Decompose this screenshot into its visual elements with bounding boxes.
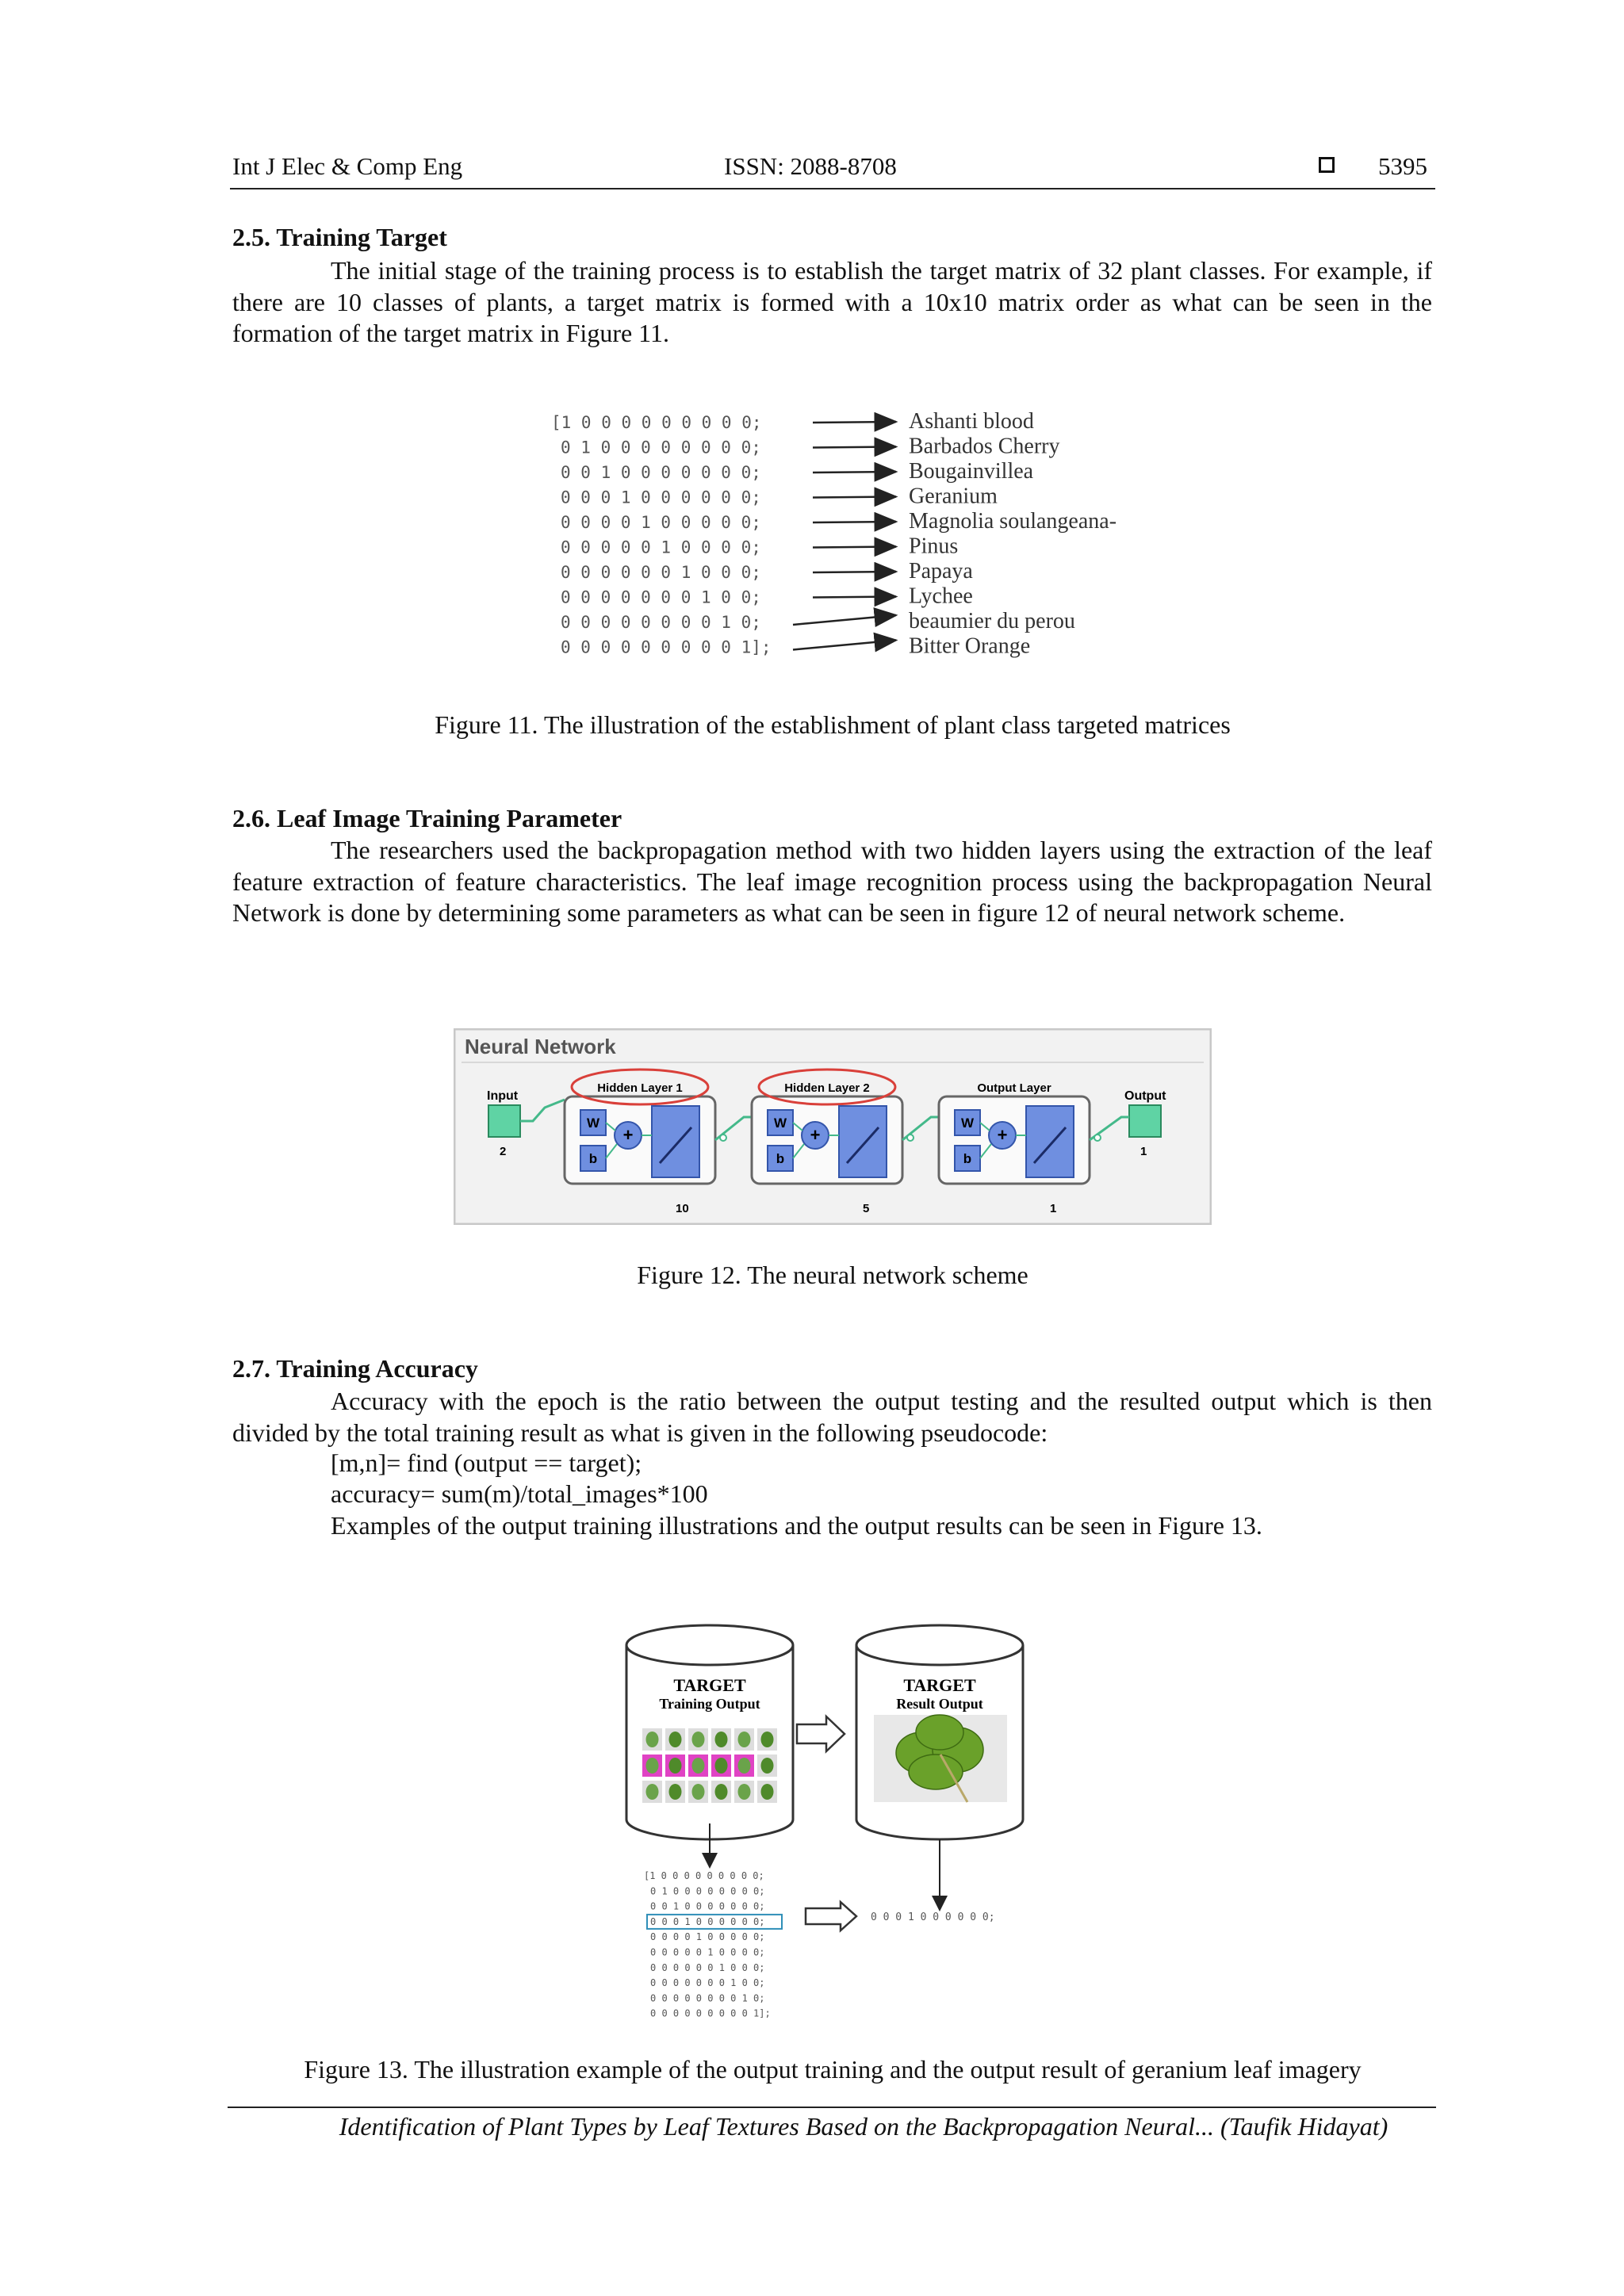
matrix-row: 0 1 0 0 0 0 0 0 0 0; [561,438,761,457]
matrix-row: 0 0 0 0 0 1 0 0 0 0; [561,538,761,557]
plant-class-label: Bitter Orange [909,633,1031,659]
matrix-row: 0 0 0 0 0 0 0 0 1 0; [650,1992,765,2004]
figure-13-output-illustration [619,1613,1063,2030]
bias-label: b [963,1151,972,1166]
section-paragraph: The initial stage of the training process is to establish the target matrix of 32 plant classes. For example, if there are 10 classes of plants, a target matrix is formed with a 10x10 matrix order as what can be seen in the formation of the target matrix in Figure 11. [232,256,1432,347]
matrix-row: 0 0 0 0 0 0 0 1 0 0; [650,1977,765,1989]
arrow [813,447,896,448]
arrow [813,547,896,548]
plant-class-label: Lychee [909,584,973,609]
sum-sign: + [622,1125,634,1145]
sum-sign: + [810,1125,821,1145]
nn-input-box [488,1105,520,1137]
plant-class-label: Geranium [909,484,998,509]
layer-name: Output Layer [977,1081,1051,1095]
arrow [793,615,896,625]
geranium-leaf-image [874,1715,1007,1802]
section-heading: 2.6. Leaf Image Training Parameter [232,804,622,832]
matrix-row: 0 0 1 0 0 0 0 0 0 0; [650,1900,765,1912]
plant-class-label: Ashanti blood [909,409,1034,434]
transfer-function-box [652,1106,699,1177]
nn-input-size: 2 [500,1145,507,1158]
figure-11-target-matrix [539,404,1142,682]
transfer-function-box [839,1106,887,1177]
layer-size: 1 [1050,1202,1057,1215]
matrix-row: 0 0 0 0 1 0 0 0 0 0; [650,1931,765,1943]
bias-label: b [588,1151,598,1166]
transfer-function-box [1026,1106,1074,1177]
figure-12-caption: Figure 12. The neural network scheme [637,1261,1028,1289]
block-arrow-right [797,1716,845,1751]
matrix-row: 0 0 0 1 0 0 0 0 0 0; [561,488,761,507]
matrix-row: 0 0 0 0 1 0 0 0 0 0; [561,513,761,532]
plant-class-label: Magnolia soulangeana- [909,509,1117,534]
matrix-row: 0 0 0 0 0 0 0 1 0 0; [561,587,761,607]
figure-13-caption: Figure 13. The illustration example of the output training and the output result of geranium leaf imagery [304,2055,1362,2084]
figure-12-neural-network [454,1028,1212,1225]
layer-name: Hidden Layer 1 [597,1081,683,1095]
matrix-row: 0 0 0 1 0 0 0 0 0 0; [650,1915,765,1927]
page-square-icon [1319,157,1335,173]
right-cylinder-title: TARGET [903,1675,976,1695]
pseudocode-line: [m,n]= find (output == target); [331,1448,642,1477]
plant-class-label: Barbados Cherry [909,434,1060,459]
footer-rule [228,2107,1436,2108]
matrix-row: 0 0 0 0 0 0 1 0 0 0; [650,1961,765,1973]
section-paragraph: The researchers used the backpropagation method with two hidden layers using the extraction of the leaf feature extraction of feature characteristics. The leaf image recognition process using the backpropagation Neural Network is done by determining some parameters as what can be seen in figure 12 of neural network scheme. [232,836,1432,927]
plant-class-label: beaumier du perou [909,609,1075,633]
matrix-row: 0 0 0 0 0 0 0 0 1 0; [561,613,761,632]
nn-output-box [1129,1105,1161,1137]
matrix-row: 0 1 0 0 0 0 0 0 0 0; [650,1885,765,1897]
matrix-row: 0 0 0 0 0 0 1 0 0 0; [561,563,761,582]
journal-name: Int J Elec & Comp Eng [232,152,463,180]
section-heading: 2.5. Training Target [232,223,447,251]
figure-13-reference: Examples of the output training illustrations and the output results can be seen in Figure 13. [331,1511,1262,1540]
weight-label: W [960,1115,975,1131]
arrow [793,641,896,650]
bias-label: b [776,1151,785,1166]
left-cylinder-title: TARGET [673,1675,746,1695]
nn-title: Neural Network [465,1035,616,1058]
right-cylinder-subtitle: Result Output [896,1696,983,1712]
arrow [813,422,896,423]
layer-size: 5 [863,1202,870,1215]
footer-text: Identification of Plant Types by Leaf Textures Based on the Backpropagation Neural... (Taufik Hidayat) [339,2112,1388,2141]
arrow [813,597,896,598]
arrow [813,497,896,498]
plant-class-label: Papaya [909,559,973,584]
header-rule [230,188,1435,189]
matrix-row: 0 0 0 0 0 0 0 0 0 1]; [561,637,772,657]
nn-output-label: Output [1124,1089,1166,1103]
arrow [813,472,896,473]
figure-11-caption: Figure 11. The illustration of the establishment of plant class targeted matrices [435,710,1231,739]
left-cylinder-subtitle: Training Output [659,1696,760,1712]
section-heading: 2.7. Training Accuracy [232,1354,478,1383]
result-row: 0 0 0 1 0 0 0 0 0 0; [871,1911,995,1923]
section-paragraph: Accuracy with the epoch is the ratio between the output testing and the resulted output which is then divided by the total training result as what is given in the following pseudocode: [232,1387,1432,1447]
matrix-row: 0 0 0 0 0 1 0 0 0 0; [650,1946,765,1958]
issn: ISSN: 2088-8708 [724,152,897,180]
matrix-row: [1 0 0 0 0 0 0 0 0 0; [644,1870,764,1881]
weight-label: W [773,1115,787,1131]
layer-size: 10 [676,1202,689,1215]
plant-class-label: Bougainvillea [909,459,1034,484]
page-number: 5395 [1378,152,1427,180]
pseudocode-line: accuracy= sum(m)/total_images*100 [331,1479,708,1508]
layer-name: Hidden Layer 2 [784,1081,870,1095]
matrix-row: [1 0 0 0 0 0 0 0 0 0; [551,413,762,432]
plant-class-label: Pinus [909,534,959,559]
sum-sign: + [997,1125,1008,1145]
matrix-row: 0 0 1 0 0 0 0 0 0 0; [561,463,761,482]
block-arrow-right [806,1902,856,1931]
weight-label: W [586,1115,600,1131]
nn-output-size: 1 [1140,1145,1147,1158]
matrix-row: 0 0 0 0 0 0 0 0 0 1]; [650,2007,771,2019]
nn-input-label: Input [487,1089,519,1103]
